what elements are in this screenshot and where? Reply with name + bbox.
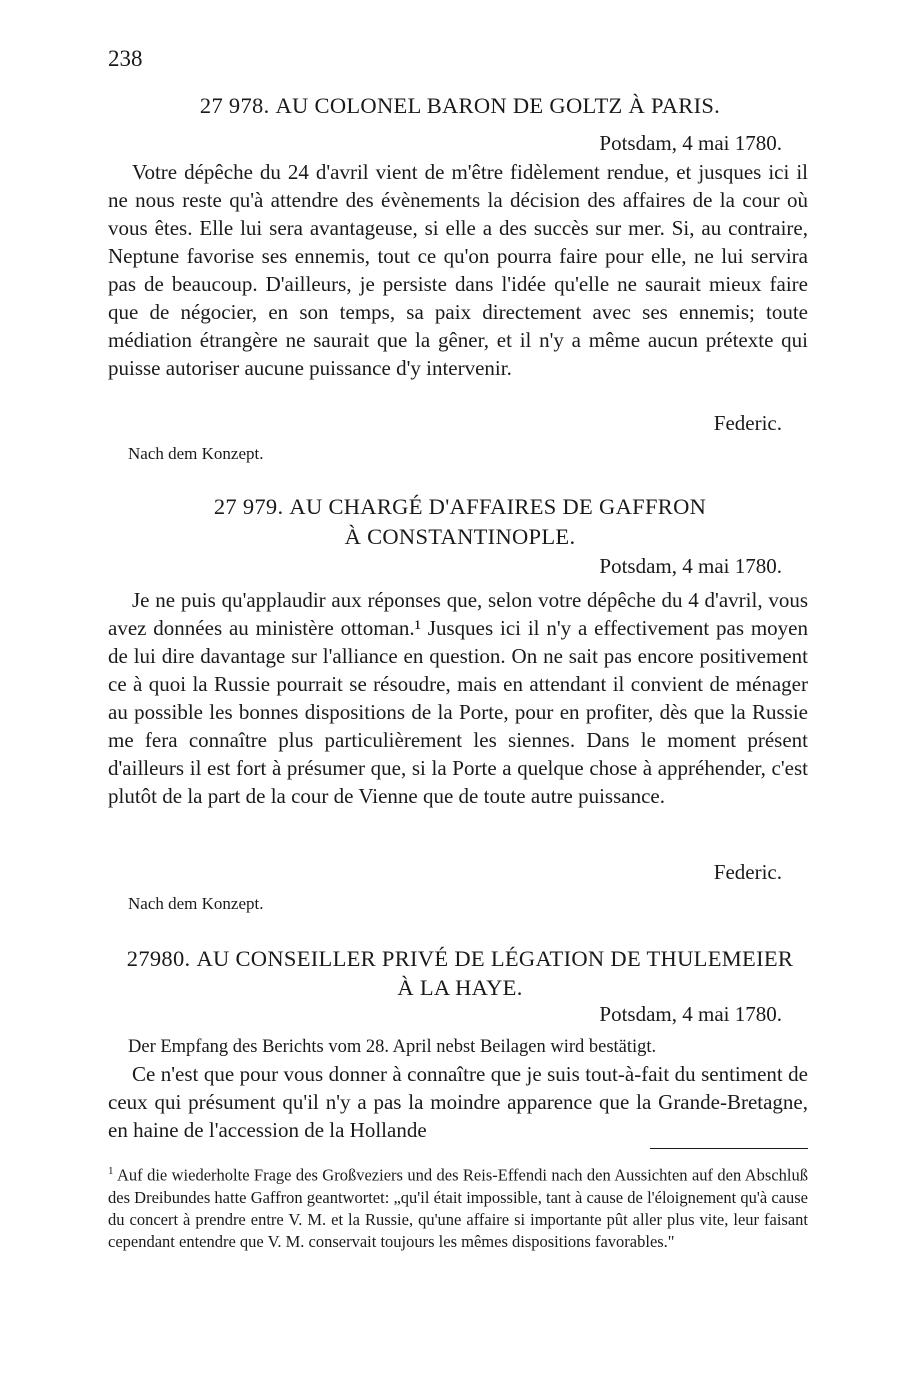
paragraph: Ce n'est que pour vous donner à connaître que je suis tout-à-fait du sentiment de ceux qui présument qu'il n'y a pas la moindre apparence que la Grande-Bretagne, en haine de l'accession de la Hollande bbox=[108, 1062, 808, 1142]
letter-number: 27980. bbox=[126, 946, 191, 971]
letter-title bbox=[100, 494, 820, 520]
footnote-text: Auf die wiederholte Frage des Großveziers und des Reis-Effendi nach den Aussichten auf den Abschluß des Dreibundes hatte Gaffron geantwortet: „qu'il était impossible, tant à cause de l'éloignement qu'à cause du concert à prendre entre V. M. et la Russie, qu'une affaire si importante pût aller plus vite, leur faisant cependant entendre que V. M. conservait toujours les mêmes dispositions favorables." bbox=[108, 1165, 808, 1251]
source-note: Nach dem Konzept. bbox=[128, 444, 264, 463]
dateline: Potsdam, 4 mai 1780. bbox=[599, 131, 782, 155]
footnote-marker: 1 bbox=[108, 1165, 114, 1177]
letter-body bbox=[108, 158, 808, 382]
letter-title-line-2: À CONSTANTINOPLE. bbox=[344, 524, 576, 549]
paragraph: Votre dépêche du 24 d'avril vient de m'être fidèlement rendue, et jusques ici il ne nous reste qu'à attendre des évènements la décision des affaires de la cour où vous êtes. Elle lui sera avantageuse, si elle a des succès sur mer. Si, au contraire, Neptune favorise ses ennemis, tout ce qu'on pourra faire pour elle, ne lui servira pas de beaucoup. D'ailleurs, je persiste dans l'idée qu'elle ne saurait mieux faire que de négocier, en son temps, sa paix directement avec ses ennemis; toute médiation étrangère ne saurait que la gêner, et il n'y a même aucun prétexte qui puisse autoriser aucune puissance d'y intervenir. bbox=[108, 160, 808, 380]
page-number: 238 bbox=[108, 46, 143, 71]
letter-number: 27 978. bbox=[199, 93, 270, 118]
footnote-rule bbox=[650, 1148, 808, 1149]
source-note: Nach dem Konzept. bbox=[128, 894, 264, 913]
letter-number: 27 979. bbox=[213, 494, 284, 519]
signature: Federic. bbox=[713, 860, 782, 884]
footnote bbox=[108, 1160, 808, 1253]
letter-title-line: AU CHARGÉ D'AFFAIRES DE GAFFRON bbox=[289, 494, 707, 519]
signature: Federic. bbox=[713, 411, 782, 435]
letter-title-line: AU CONSEILLER PRIVÉ DE LÉGATION DE THULEMEIER bbox=[196, 946, 794, 971]
summary-note: Der Empfang des Berichts vom 28. April nebst Beilagen wird bestätigt. bbox=[128, 1037, 657, 1057]
dateline: Potsdam, 4 mai 1780. bbox=[599, 1002, 782, 1026]
letter-title bbox=[100, 946, 820, 972]
letter-title-line-2: À LA HAYE. bbox=[397, 975, 523, 1000]
letter-body bbox=[108, 1060, 808, 1144]
letter-body bbox=[108, 586, 808, 810]
paragraph: Je ne puis qu'applaudir aux réponses que, selon votre dépêche du 4 d'avril, vous avez données au ministère ottoman.¹ Jusques ici il n'y a effectivement pas moyen de lui dire davantage sur l'alliance en question. On ne sait pas encore positivement ce à quoi la Russie pourrait se résoudre, mais en attendant il convient de ménager au possible les bonnes dispositions de la Porte, pour en profiter, dès que la Russie me fera connaître plus particulièrement les siennes. Dans le moment présent d'ailleurs il est fort à présumer que, si la Porte a quelque chose à appréhender, c'est plutôt de la part de la cour de Vienne que de toute autre puissance. bbox=[108, 588, 808, 808]
dateline: Potsdam, 4 mai 1780. bbox=[599, 554, 782, 578]
letter-title-line: AU COLONEL BARON DE GOLTZ À PARIS. bbox=[275, 93, 721, 118]
letter-title bbox=[100, 93, 820, 119]
